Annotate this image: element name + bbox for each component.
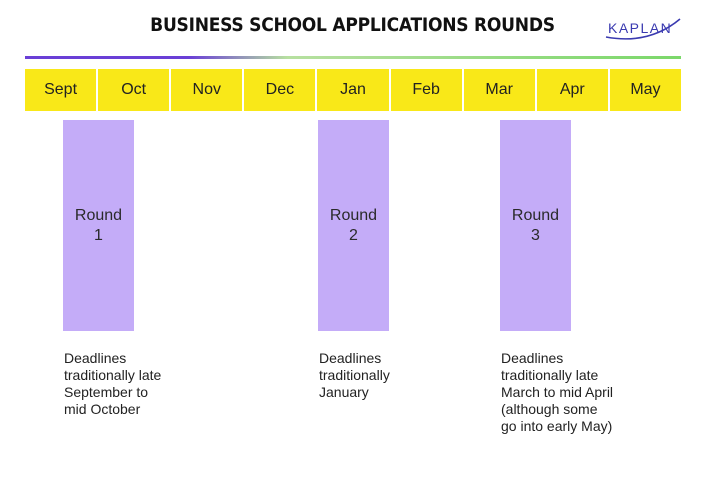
note-line: January [319, 384, 369, 400]
round-3-label [500, 206, 571, 246]
month-nov: Nov [171, 69, 242, 111]
month-timeline [25, 69, 681, 111]
round-3-label-word: Round [511, 207, 560, 224]
note-line: go into early May) [501, 418, 613, 434]
note-line: traditionally late [64, 367, 162, 383]
round-3-label-number: 3 [531, 227, 540, 244]
month-sept: Sept [25, 69, 96, 111]
round-1-label [63, 206, 134, 246]
month-feb: Feb [391, 69, 462, 111]
round-1-label-word: Round [74, 207, 123, 224]
note-line: September to [64, 384, 149, 400]
round-1-deadline-note [64, 350, 161, 418]
round-1-bar [63, 120, 134, 331]
round-2-bar [318, 120, 389, 331]
round-3-bar [500, 120, 571, 331]
kaplan-logo [604, 15, 684, 41]
month-apr: Apr [537, 69, 608, 111]
round-1-label-number: 1 [94, 227, 103, 244]
round-2-label-number: 2 [349, 227, 358, 244]
round-2-deadline-note [319, 350, 390, 401]
note-line: March to mid April [501, 384, 614, 400]
month-may: May [610, 69, 681, 111]
note-line: traditionally [319, 367, 390, 383]
header-divider [25, 56, 681, 59]
page-title: BUSINESS SCHOOL APPLICATIONS ROUNDS [150, 14, 555, 36]
note-line: Deadlines [501, 350, 564, 366]
note-line: (although some [501, 401, 598, 417]
note-line: Deadlines [64, 350, 127, 366]
note-line: mid October [64, 401, 141, 417]
month-mar: Mar [464, 69, 535, 111]
round-2-label [318, 206, 389, 246]
round-3-deadline-note [501, 350, 613, 435]
month-oct: Oct [98, 69, 169, 111]
month-dec: Dec [244, 69, 315, 111]
note-line: Deadlines [319, 350, 382, 366]
logo-text: KAPLAN [608, 20, 673, 36]
round-2-label-word: Round [329, 207, 378, 224]
note-line: traditionally late [501, 367, 599, 383]
month-jan: Jan [317, 69, 388, 111]
